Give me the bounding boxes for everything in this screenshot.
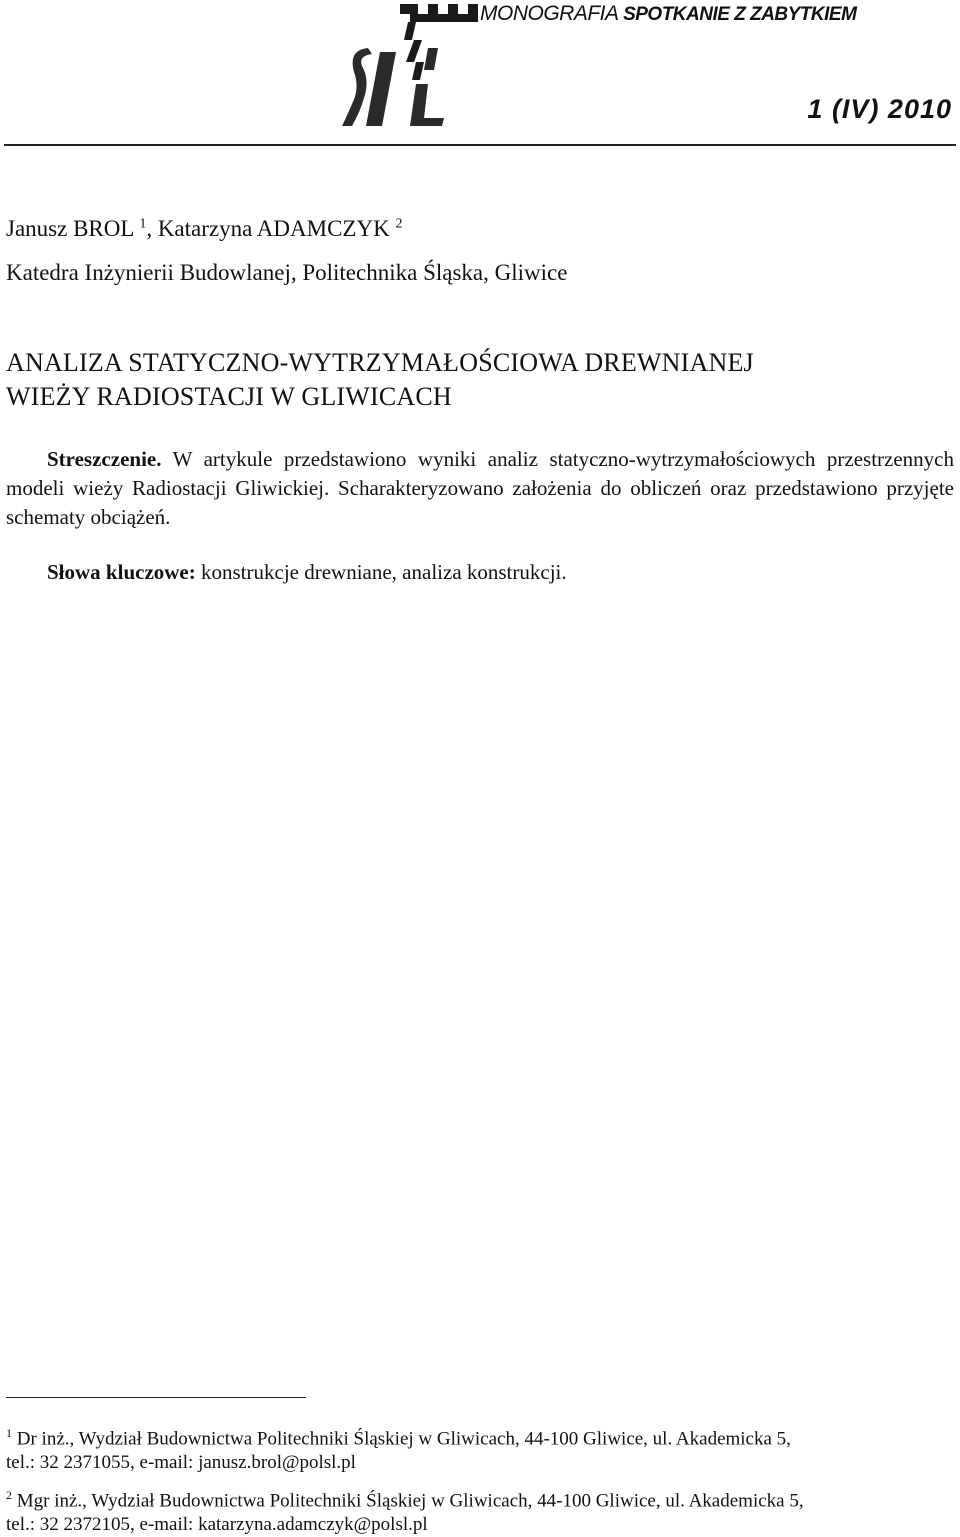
paper-title [6, 346, 956, 414]
series-subtitle: SPOTKANIE Z ZABYTKIEM [623, 4, 857, 25]
series-name: MONOGRAFIA [480, 2, 618, 25]
abstract-label: Streszczenie. [47, 447, 162, 471]
author-2-name: Katarzyna ADAMCZYK [157, 216, 390, 241]
keywords-label: Słowa kluczowe: [47, 560, 196, 584]
abstract [6, 445, 954, 532]
keywords-text: konstrukcje drewniane, analiza konstrukcji. [195, 560, 567, 584]
abstract-text: W artykule przedstawiono wyniki analiz statyczno-wytrzymałościowych przestrzennych modeli wieży Radiostacji Gliwickiej. Scharakteryzowano założenia do obliczeń oraz przedstawiono przyjęte schematy obciążeń. [6, 447, 954, 529]
affiliation: Katedra Inżynierii Budowlanej, Politechnika Śląska, Gliwice [6, 260, 568, 285]
footnote-1-line-1: Dr inż., Wydział Budownictwa Politechniki Śląskiej w Gliwicach, 44-100 Gliwice, ul. Akademicka 5, [12, 1428, 791, 1450]
paper-title-line-1: ANALIZA STATYCZNO-WYTRZYMAŁOŚCIOWA DREWNIANEJ [6, 348, 754, 377]
footnote-2-line-2: tel.: 32 2372105, e-mail: katarzyna.adamczyk@polsl.pl [6, 1514, 428, 1536]
author-1-footnote-mark: 1 [139, 216, 147, 232]
author-2-footnote-mark: 2 [395, 216, 403, 232]
keywords [47, 560, 567, 585]
footnote-1-mark: 1 [6, 1426, 12, 1440]
author-separator: , [146, 216, 158, 241]
footnote-2-mark: 2 [6, 1488, 12, 1502]
header-divider [4, 144, 956, 146]
footnote-1-line-2: tel.: 32 2371055, e-mail: janusz.brol@polsl.pl [6, 1452, 356, 1474]
paper-title-line-2: WIEŻY RADIOSTACJI W GLIWICACH [6, 382, 452, 411]
footnote-2 [6, 1483, 926, 1537]
issue-number: 1 (IV) 2010 [807, 94, 952, 124]
author-1-name: Janusz BROL [6, 216, 134, 241]
series-title [480, 2, 856, 26]
footnote-1 [6, 1421, 926, 1475]
footnote-2-line-1: Mgr inż., Wydział Budownictwa Politechniki Śląskiej w Gliwicach, 44-100 Gliwice, ul. Akademicka 5, [12, 1490, 804, 1512]
sz-logo [338, 0, 478, 132]
footnote-divider [6, 1397, 306, 1398]
author-line [6, 216, 402, 242]
